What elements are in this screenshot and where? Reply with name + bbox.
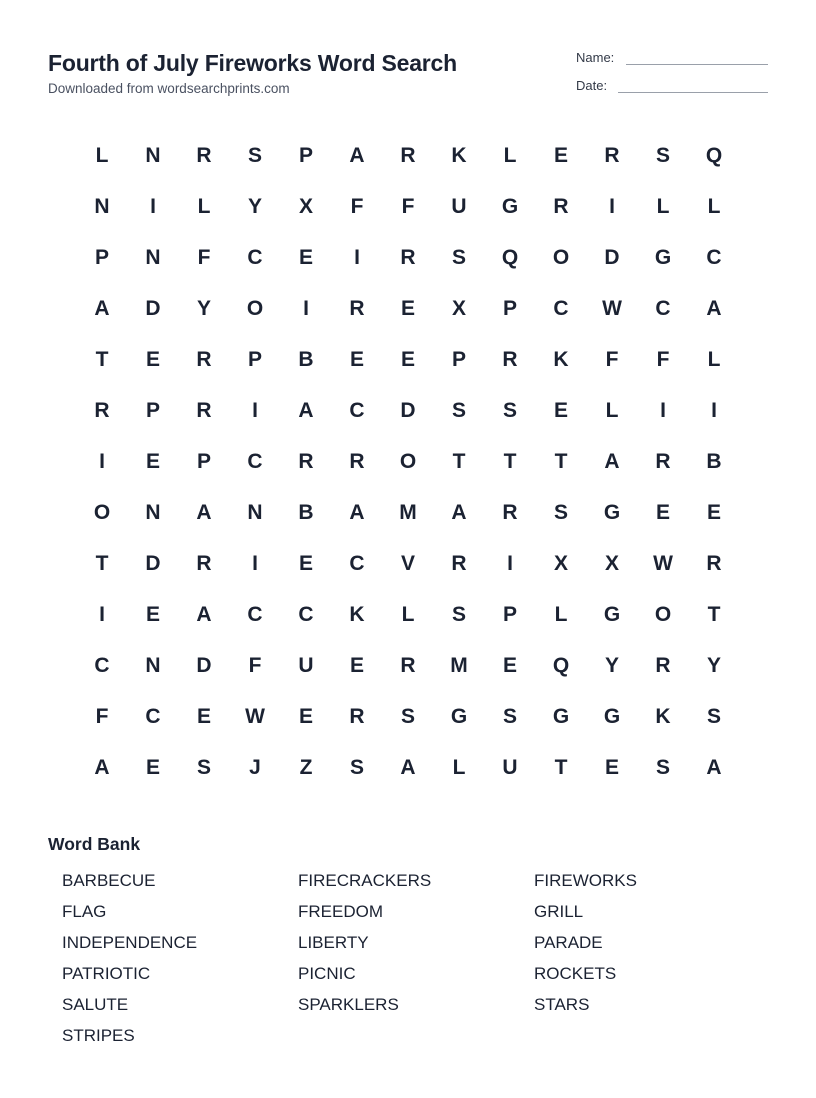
grid-cell[interactable]: P bbox=[247, 348, 262, 371]
word-bank-title: Word Bank bbox=[48, 834, 141, 854]
grid-cell[interactable]: E bbox=[400, 297, 415, 320]
page-title: Fourth of July Fireworks Word Search bbox=[48, 50, 458, 76]
grid-cell[interactable]: B bbox=[706, 450, 722, 473]
grid-cell[interactable]: L bbox=[554, 603, 568, 626]
grid-cell[interactable]: I bbox=[711, 399, 717, 422]
grid-cell[interactable]: E bbox=[349, 654, 364, 677]
grid-cell[interactable]: T bbox=[554, 450, 568, 473]
grid-cell[interactable]: R bbox=[196, 144, 212, 167]
grid-cell[interactable]: I bbox=[354, 246, 360, 269]
grid-cell[interactable]: A bbox=[349, 501, 365, 524]
grid-cell[interactable]: W bbox=[653, 552, 673, 575]
word-bank-item: ROCKETS bbox=[534, 964, 617, 983]
grid-cell[interactable]: X bbox=[553, 552, 568, 575]
grid-cell[interactable]: R bbox=[400, 144, 416, 167]
grid-cell[interactable]: S bbox=[502, 705, 517, 728]
grid-cell[interactable]: S bbox=[349, 756, 364, 779]
grid-cell[interactable]: A bbox=[94, 297, 110, 320]
grid-cell[interactable]: Q bbox=[705, 144, 723, 167]
word-bank-item: FIRECRACKERS bbox=[298, 871, 432, 890]
grid-cell[interactable]: S bbox=[655, 756, 670, 779]
grid-cell[interactable]: G bbox=[450, 705, 468, 728]
grid-cell[interactable]: E bbox=[145, 603, 160, 626]
grid-cell[interactable]: D bbox=[145, 552, 161, 575]
grid-cell[interactable]: L bbox=[452, 756, 466, 779]
grid-cell[interactable]: I bbox=[150, 195, 156, 218]
grid-cell[interactable]: L bbox=[656, 195, 670, 218]
grid-cell[interactable]: S bbox=[247, 144, 262, 167]
grid-cell[interactable]: C bbox=[349, 552, 365, 575]
grid-cell[interactable]: L bbox=[197, 195, 211, 218]
grid-cell[interactable]: R bbox=[298, 450, 314, 473]
grid-cell[interactable]: A bbox=[349, 144, 365, 167]
grid-cell[interactable]: G bbox=[603, 501, 621, 524]
grid-cell[interactable]: X bbox=[451, 297, 466, 320]
grid-cell[interactable]: P bbox=[502, 603, 517, 626]
grid-cell[interactable]: A bbox=[604, 450, 620, 473]
grid-cell[interactable]: R bbox=[400, 654, 416, 677]
grid-cell[interactable]: P bbox=[502, 297, 517, 320]
grid-cell[interactable]: F bbox=[656, 348, 670, 371]
grid-cell[interactable]: S bbox=[451, 603, 466, 626]
grid-cell[interactable]: R bbox=[502, 348, 518, 371]
word-bank-item: FIREWORKS bbox=[534, 871, 637, 890]
grid-cell[interactable]: N bbox=[145, 246, 161, 269]
grid-cell[interactable]: X bbox=[604, 552, 619, 575]
grid-cell[interactable]: N bbox=[94, 195, 110, 218]
grid-cell[interactable]: N bbox=[247, 501, 263, 524]
grid-cell[interactable]: C bbox=[145, 705, 161, 728]
grid-cell[interactable]: R bbox=[400, 246, 416, 269]
grid-cell[interactable]: C bbox=[706, 246, 722, 269]
grid-cell[interactable]: P bbox=[145, 399, 160, 422]
grid-cell[interactable]: E bbox=[349, 348, 364, 371]
grid-cell[interactable]: O bbox=[93, 501, 111, 524]
grid-cell[interactable]: W bbox=[245, 705, 265, 728]
grid-cell[interactable]: J bbox=[249, 756, 261, 779]
grid-cell[interactable]: A bbox=[298, 399, 314, 422]
grid-cell[interactable]: P bbox=[196, 450, 211, 473]
grid-cell[interactable]: F bbox=[350, 195, 364, 218]
grid-cell[interactable]: D bbox=[196, 654, 212, 677]
grid-cell[interactable]: E bbox=[553, 399, 568, 422]
grid-cell[interactable]: S bbox=[451, 246, 466, 269]
grid-cell[interactable]: D bbox=[400, 399, 416, 422]
grid-cell[interactable]: R bbox=[655, 654, 671, 677]
grid-cell[interactable]: O bbox=[246, 297, 264, 320]
grid-cell[interactable]: T bbox=[452, 450, 466, 473]
grid-cell[interactable]: S bbox=[655, 144, 670, 167]
grid-cell[interactable]: V bbox=[400, 552, 415, 575]
grid-cell[interactable]: U bbox=[502, 756, 518, 779]
grid-cell[interactable]: Y bbox=[196, 297, 211, 320]
grid-cell[interactable]: U bbox=[451, 195, 467, 218]
grid-cell[interactable]: O bbox=[654, 603, 672, 626]
grid-cell[interactable]: Y bbox=[706, 654, 721, 677]
grid-cell[interactable]: C bbox=[298, 603, 314, 626]
grid-cell[interactable]: L bbox=[707, 195, 721, 218]
grid-cell[interactable]: S bbox=[451, 399, 466, 422]
grid-cell[interactable]: R bbox=[94, 399, 110, 422]
grid-cell[interactable]: E bbox=[145, 756, 160, 779]
grid-cell[interactable]: E bbox=[196, 705, 211, 728]
grid-cell[interactable]: G bbox=[552, 705, 570, 728]
grid-cell[interactable]: R bbox=[553, 195, 569, 218]
grid-cell[interactable]: E bbox=[145, 450, 160, 473]
grid-cell[interactable]: M bbox=[399, 501, 417, 524]
grid-cell[interactable]: R bbox=[349, 705, 365, 728]
grid-cell[interactable]: E bbox=[145, 348, 160, 371]
grid-cell[interactable]: C bbox=[94, 654, 110, 677]
word-bank-item: FLAG bbox=[62, 902, 107, 921]
grid-cell[interactable]: L bbox=[401, 603, 415, 626]
grid-cell[interactable]: C bbox=[349, 399, 365, 422]
grid-cell[interactable]: R bbox=[196, 552, 212, 575]
word-bank-item: FREEDOM bbox=[298, 902, 383, 921]
grid-cell[interactable]: R bbox=[349, 297, 365, 320]
grid-cell[interactable]: F bbox=[197, 246, 211, 269]
grid-cell[interactable]: R bbox=[502, 501, 518, 524]
word-bank-item: STRIPES bbox=[62, 1026, 135, 1045]
grid-cell[interactable]: E bbox=[604, 756, 619, 779]
grid-cell[interactable]: A bbox=[706, 297, 722, 320]
grid-cell[interactable]: U bbox=[298, 654, 314, 677]
grid-cell[interactable]: A bbox=[451, 501, 467, 524]
word-bank-item: GRILL bbox=[534, 902, 584, 921]
grid-cell[interactable]: Y bbox=[604, 654, 619, 677]
grid-cell[interactable]: F bbox=[605, 348, 619, 371]
grid-cell[interactable]: I bbox=[99, 603, 105, 626]
word-bank-item: PARADE bbox=[534, 933, 603, 952]
grid-cell[interactable]: T bbox=[95, 348, 109, 371]
grid-cell[interactable]: X bbox=[298, 195, 313, 218]
grid-cell[interactable]: S bbox=[196, 756, 211, 779]
word-bank-item: BARBECUE bbox=[62, 871, 156, 890]
grid-cell[interactable]: N bbox=[145, 144, 161, 167]
grid-cell[interactable]: T bbox=[554, 756, 568, 779]
grid-cell[interactable]: L bbox=[503, 144, 517, 167]
name-label: Name: bbox=[576, 50, 615, 65]
grid-cell[interactable]: F bbox=[248, 654, 262, 677]
grid-cell[interactable]: G bbox=[603, 603, 621, 626]
grid-cell[interactable]: K bbox=[451, 144, 467, 167]
grid-cell[interactable]: P bbox=[451, 348, 466, 371]
grid-cell[interactable]: B bbox=[298, 501, 314, 524]
grid-cell[interactable]: C bbox=[247, 450, 263, 473]
grid-cell[interactable]: P bbox=[94, 246, 109, 269]
grid-cell[interactable]: C bbox=[247, 246, 263, 269]
grid-cell[interactable]: F bbox=[401, 195, 415, 218]
grid-cell[interactable]: Q bbox=[552, 654, 570, 677]
grid-cell[interactable]: I bbox=[609, 195, 615, 218]
grid-cell[interactable]: G bbox=[654, 246, 672, 269]
grid-cell[interactable]: G bbox=[603, 705, 621, 728]
grid-cell[interactable]: E bbox=[553, 144, 568, 167]
grid-cell[interactable]: A bbox=[94, 756, 110, 779]
grid-cell[interactable]: N bbox=[145, 654, 161, 677]
grid-cell[interactable]: C bbox=[247, 603, 263, 626]
grid-cell[interactable]: E bbox=[298, 552, 313, 575]
grid-cell[interactable]: I bbox=[303, 297, 309, 320]
grid-cell[interactable]: T bbox=[707, 603, 721, 626]
grid-cell[interactable]: F bbox=[95, 705, 109, 728]
grid-cell[interactable]: T bbox=[503, 450, 517, 473]
grid-cell[interactable]: O bbox=[399, 450, 417, 473]
grid-cell[interactable]: S bbox=[400, 705, 415, 728]
grid-cell[interactable]: C bbox=[553, 297, 569, 320]
grid-cell[interactable]: Z bbox=[299, 756, 313, 779]
grid-cell[interactable]: O bbox=[552, 246, 570, 269]
grid-cell[interactable]: E bbox=[298, 246, 313, 269]
word-bank-item: SPARKLERS bbox=[298, 995, 399, 1014]
grid-cell[interactable]: I bbox=[252, 399, 258, 422]
grid-cell[interactable]: Y bbox=[247, 195, 262, 218]
grid-cell[interactable]: D bbox=[604, 246, 620, 269]
word-bank-item: STARS bbox=[534, 995, 590, 1014]
grid-cell[interactable]: K bbox=[553, 348, 569, 371]
grid-cell[interactable]: A bbox=[196, 603, 212, 626]
grid-cell[interactable]: I bbox=[660, 399, 666, 422]
grid-cell[interactable]: W bbox=[602, 297, 622, 320]
word-bank-item: PICNIC bbox=[298, 964, 356, 983]
grid-cell[interactable]: G bbox=[501, 195, 519, 218]
grid-cell[interactable]: E bbox=[400, 348, 415, 371]
grid-cell[interactable]: N bbox=[145, 501, 161, 524]
grid-cell[interactable]: E bbox=[655, 501, 670, 524]
word-bank-item: SALUTE bbox=[62, 995, 129, 1014]
grid-cell[interactable]: L bbox=[95, 144, 109, 167]
word-bank-item: LIBERTY bbox=[298, 933, 369, 952]
grid-cell[interactable]: E bbox=[502, 654, 517, 677]
grid-cell[interactable]: R bbox=[655, 450, 671, 473]
grid-cell[interactable]: A bbox=[706, 756, 722, 779]
grid-cell[interactable]: L bbox=[707, 348, 721, 371]
word-bank-item: PATRIOTIC bbox=[62, 964, 151, 983]
grid-cell[interactable]: R bbox=[604, 144, 620, 167]
grid-cell[interactable]: S bbox=[553, 501, 568, 524]
grid-cell[interactable]: M bbox=[450, 654, 468, 677]
word-bank-item: INDEPENDENCE bbox=[62, 933, 198, 952]
grid-cell[interactable]: B bbox=[298, 348, 314, 371]
grid-cell[interactable]: K bbox=[655, 705, 671, 728]
grid-cell[interactable]: R bbox=[349, 450, 365, 473]
grid-cell[interactable]: R bbox=[706, 552, 722, 575]
date-label: Date: bbox=[576, 78, 608, 93]
grid-cell[interactable]: R bbox=[451, 552, 467, 575]
grid-cell[interactable]: E bbox=[298, 705, 313, 728]
grid-cell[interactable]: Q bbox=[501, 246, 519, 269]
grid-cell[interactable]: D bbox=[145, 297, 161, 320]
grid-cell[interactable]: R bbox=[196, 399, 212, 422]
grid-cell[interactable]: I bbox=[99, 450, 105, 473]
grid-cell[interactable]: I bbox=[507, 552, 513, 575]
grid-cell[interactable]: S bbox=[502, 399, 517, 422]
grid-cell[interactable]: L bbox=[605, 399, 619, 422]
grid-cell[interactable]: A bbox=[400, 756, 416, 779]
grid-cell[interactable]: S bbox=[706, 705, 721, 728]
source-credit: Downloaded from wordsearchprints.com bbox=[48, 81, 290, 96]
grid-cell[interactable]: R bbox=[196, 348, 212, 371]
grid-cell[interactable]: T bbox=[95, 552, 109, 575]
grid-cell[interactable]: E bbox=[706, 501, 721, 524]
grid-cell[interactable]: K bbox=[349, 603, 365, 626]
grid-cell[interactable]: A bbox=[196, 501, 212, 524]
grid-cell[interactable]: P bbox=[298, 144, 313, 167]
grid-cell[interactable]: C bbox=[655, 297, 671, 320]
grid-cell[interactable]: I bbox=[252, 552, 258, 575]
